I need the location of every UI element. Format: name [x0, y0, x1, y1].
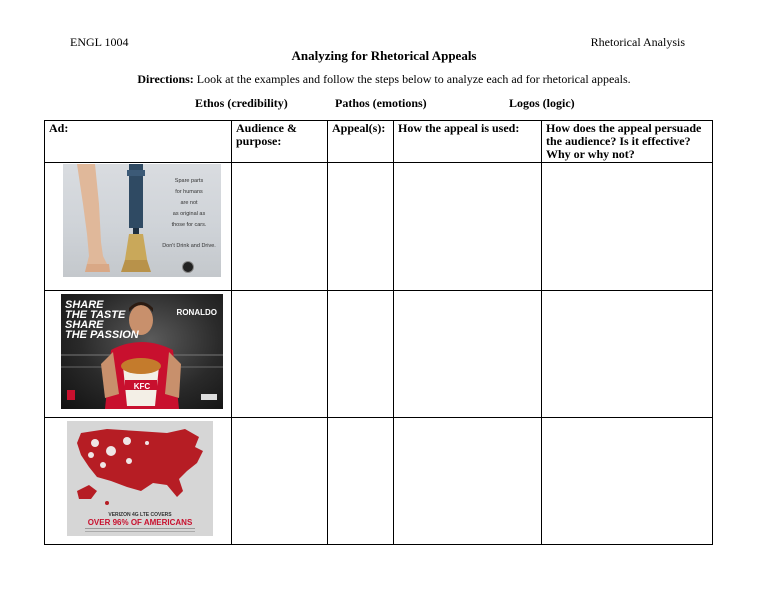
- directions-label: Directions:: [137, 72, 194, 86]
- ad-image-kfc: [61, 294, 223, 409]
- bmw-logo-icon: [182, 261, 194, 273]
- ad2-brand-name: RONALDO: [176, 308, 217, 317]
- appeals-cell[interactable]: [328, 418, 394, 545]
- table-row: [45, 291, 713, 418]
- ad-cell: [45, 418, 232, 545]
- appeal-ethos: Ethos (credibility): [195, 96, 288, 110]
- table-header-row: [45, 121, 713, 163]
- ad-cell: [45, 163, 232, 291]
- ad2-headline: [65, 300, 139, 350]
- how-used-cell[interactable]: [394, 291, 542, 418]
- ad2-headline-line: SHARE: [65, 299, 104, 311]
- page-title: Analyzing for Rhetorical Appeals: [291, 48, 477, 63]
- ad1-line: as original as: [172, 211, 206, 217]
- audience-cell[interactable]: [232, 418, 328, 545]
- ad2-headline-line: SHARE: [65, 319, 104, 331]
- directions: [0, 72, 768, 87]
- ad1-line: are not: [180, 200, 198, 206]
- table-row: [45, 163, 713, 291]
- analysis-table: [44, 120, 713, 545]
- col-audience-purpose: Audience & purpose:: [232, 121, 328, 163]
- persuade-cell[interactable]: [542, 163, 713, 291]
- directions-text: Look at the examples and follow the steps below to analyze each ad for rhetorical appeals.: [193, 72, 631, 86]
- how-used-cell[interactable]: [394, 163, 542, 291]
- ad-image-bmw: [63, 164, 221, 277]
- ad3-fine-print: [85, 528, 195, 529]
- table-row: [45, 418, 713, 545]
- ad2-bucket-logo: KFC: [133, 382, 151, 391]
- appeals-cell[interactable]: [328, 163, 394, 291]
- col-appeals: Appeal(s):: [328, 121, 394, 163]
- us-coverage-map: [67, 421, 213, 509]
- persuade-cell[interactable]: [542, 418, 713, 545]
- persuade-cell[interactable]: [542, 291, 713, 418]
- ad1-line: those for cars.: [171, 222, 207, 228]
- appeals-cell[interactable]: [328, 291, 394, 418]
- ad1-line: for humans: [175, 189, 203, 195]
- ad-cell: [45, 291, 232, 418]
- audience-cell[interactable]: [232, 291, 328, 418]
- ad3-caption: VERIZON 4G LTE COVERS: [108, 512, 172, 518]
- ad2-headline-line: THE TASTE: [65, 309, 126, 321]
- ad1-tagline: Don't Drink and Drive.: [162, 243, 216, 249]
- ad1-copy: [159, 176, 219, 231]
- appeal-logos: Logos (logic): [509, 96, 575, 110]
- col-ad: Ad:: [45, 121, 232, 163]
- how-used-cell[interactable]: [394, 418, 542, 545]
- col-how-used: How the appeal is used:: [394, 121, 542, 163]
- ad2-headline-line: THE PASSION: [65, 329, 139, 341]
- appeal-pathos: Pathos (emotions): [335, 96, 427, 110]
- audience-cell[interactable]: [232, 163, 328, 291]
- ad-image-verizon: [67, 421, 213, 536]
- col-persuade: How does the appeal persuade the audience? Is it effective? Why or why not?: [542, 121, 713, 163]
- ad3-claim: OVER 96% OF AMERICANS: [87, 518, 193, 527]
- ad1-line: Spare parts: [174, 178, 204, 184]
- document-type: Rhetorical Analysis: [590, 35, 685, 49]
- course-code: ENGL 1004: [70, 35, 129, 49]
